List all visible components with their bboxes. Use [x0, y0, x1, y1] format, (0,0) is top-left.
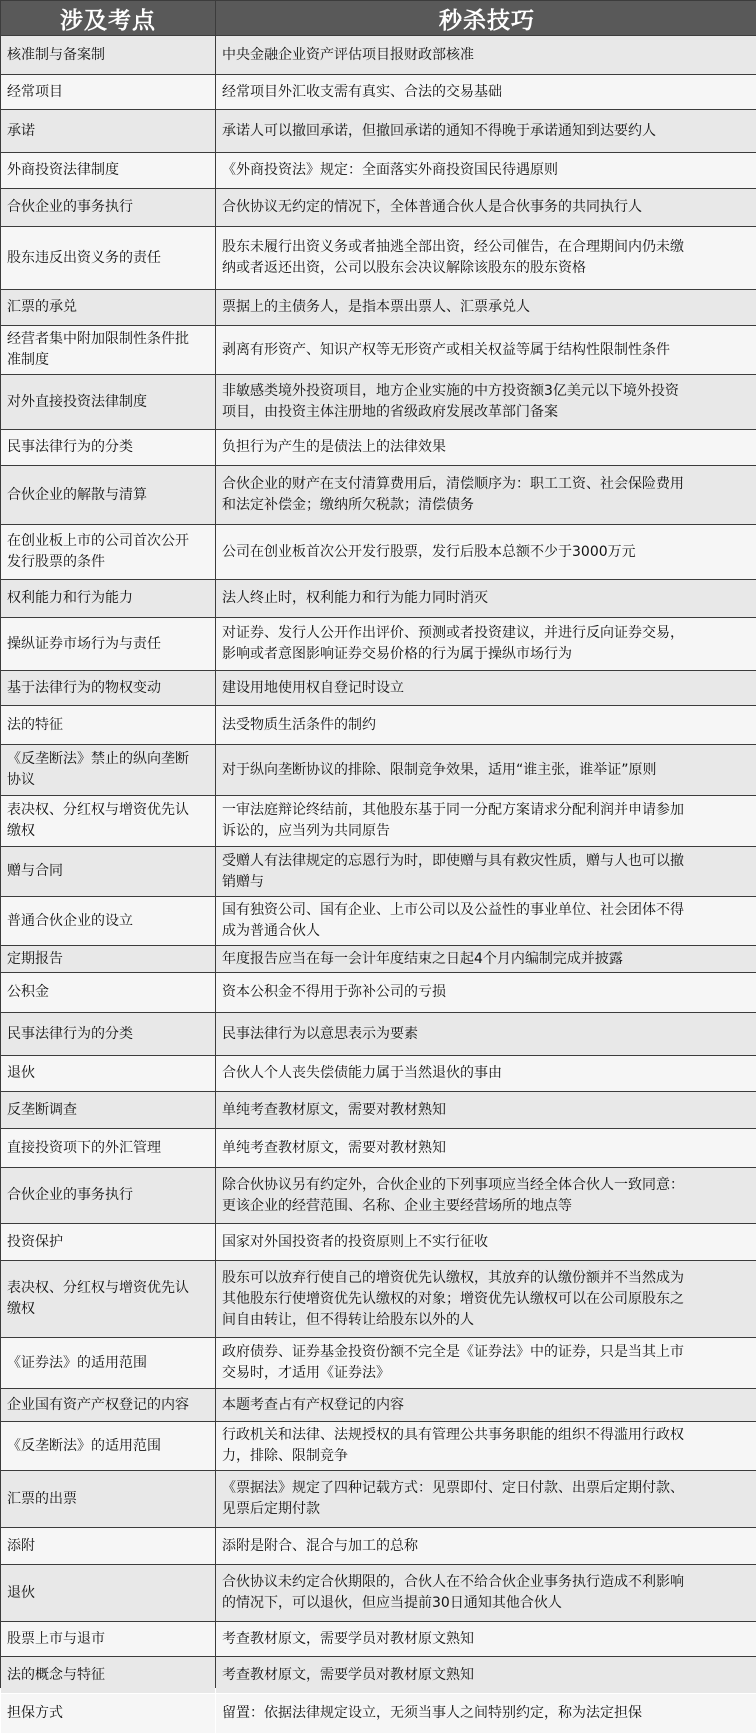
topic-cell	[1, 1168, 215, 1223]
tip-cell-line: 对于纵向垄断协议的排除、限制竞争效果，适用“谁主张，谁举证”原则	[222, 761, 657, 778]
topic-cell-line: 股票上市与退市	[7, 1630, 105, 1647]
tip-cell-text	[222, 678, 404, 699]
topic-cell-text	[7, 800, 189, 842]
topic-cell-line: 缴权	[7, 823, 35, 839]
tip-cell	[216, 1092, 756, 1128]
topic-cell-line: 汇票的承兑	[7, 299, 77, 315]
topic-cell-line: 反垄断调查	[7, 1101, 77, 1118]
tip-cell-line: 见票后定期付款	[222, 1501, 320, 1517]
topic-cell-text	[7, 1138, 161, 1159]
topic-cell-text	[7, 45, 105, 66]
topic-cell-line: 《反垄断法》禁止的纵向垄断	[7, 751, 189, 767]
topic-cell-line: 外商投资法律制度	[7, 162, 119, 178]
tip-cell-line: 更该企业的经营范围、名称、企业主要经营场所的地点等	[222, 1197, 572, 1214]
topic-cell-line: 表决权、分红权与增资优先认	[7, 802, 189, 818]
topic-cell-text	[7, 1185, 133, 1206]
topic-cell-text	[7, 160, 119, 181]
topic-cell-line: 发行股票的条件	[7, 554, 105, 570]
tip-cell-text	[222, 160, 558, 181]
tip-cell	[216, 796, 756, 846]
tip-cell-line: 负担行为产生的是债法上的法律效果	[222, 439, 446, 455]
topic-cell	[1, 1694, 215, 1733]
tip-cell	[216, 706, 756, 744]
topic-cell-text	[7, 1024, 133, 1045]
topic-cell-text	[7, 1436, 161, 1457]
topic-cell	[1, 1056, 215, 1091]
topic-cell-text	[7, 1536, 35, 1557]
tip-cell-text	[222, 1063, 502, 1084]
topic-cell-text	[7, 297, 77, 318]
topic-cell-text	[7, 1278, 189, 1320]
tip-cell-text	[222, 1703, 642, 1724]
tip-cell-line: 经常项目外汇收支需有真实、合法的交易基础	[222, 83, 502, 100]
tip-cell	[216, 1565, 756, 1621]
topic-cell-line: 《证券法》的适用范围	[7, 1354, 147, 1371]
tip-cell-line: 影响或者意图影响证券交易价格的行为属于操纵市场行为	[222, 646, 572, 662]
topic-cell	[1, 1565, 215, 1621]
topic-cell-text	[7, 1100, 77, 1121]
topic-cell-text	[7, 678, 161, 699]
tip-cell-line: 年度报告应当在每一会计年度结束之日起4个月内编制完成并披露	[222, 950, 623, 967]
tip-cell-line: 剥离有形资产、知识产权等无形资产或相关权益等属于结构性限制性条件	[222, 341, 670, 358]
topic-cell-text	[7, 121, 35, 142]
topic-cell-line: 退伙	[7, 1065, 35, 1081]
tip-cell-text	[222, 1138, 446, 1159]
tip-cell-line: 受赠人有法律规定的忘恩行为时，即使赠与具有救灾性质，赠与人也可以撤	[222, 852, 684, 869]
tip-cell-line: 本题考查占有产权登记的内容	[222, 1396, 404, 1413]
topic-cell-text	[7, 531, 189, 573]
tip-cell-line: 中央金融企业资产评估项目报财政部核准	[222, 46, 474, 63]
tip-cell-text	[222, 1232, 488, 1253]
tip-cell-line: 合伙人个人丧失偿债能力属于当然退伙的事由	[222, 1065, 502, 1081]
topic-cell-text	[7, 1583, 35, 1604]
tip-cell	[216, 290, 756, 325]
tip-cell-line: 添附是附合、混合与加工的总称	[222, 1537, 418, 1554]
topic-cell	[1, 1013, 215, 1055]
topic-cell	[1, 1389, 215, 1421]
tip-cell	[216, 189, 756, 226]
topic-cell-line: 承诺	[7, 122, 35, 139]
tip-cell-line: 法人终止时，权利能力和行为能力同时消灭	[222, 590, 488, 606]
topic-cell-line: 经常项目	[7, 83, 63, 100]
tip-cell-text	[222, 715, 376, 736]
tip-cell	[216, 326, 756, 374]
tip-cell-line: 政府债券、证券基金投资份额不完全是《证券法》中的证券，只是当其上市	[222, 1344, 684, 1360]
topic-cell-text	[7, 982, 49, 1003]
topic-cell-line: 《反垄断法》的适用范围	[7, 1437, 161, 1454]
topic-cell	[1, 1528, 215, 1564]
topic-cell-line: 对外直接投资法律制度	[7, 393, 147, 410]
topic-cell-text	[7, 715, 63, 736]
topic-cell	[1, 1224, 215, 1260]
tip-cell-text	[222, 1395, 404, 1416]
topic-cell-line: 法的特征	[7, 716, 63, 733]
topic-cell-text	[7, 1232, 63, 1253]
tip-cell	[216, 1224, 756, 1260]
topic-cell-line: 民事法律行为的分类	[7, 439, 133, 455]
topic-cell-line: 表决权、分红权与增资优先认	[7, 1280, 189, 1296]
topic-cell-line: 投资保护	[7, 1233, 63, 1250]
topic-cell	[1, 1471, 215, 1527]
topic-cell	[1, 745, 215, 795]
tip-cell	[216, 745, 756, 795]
tip-cell-text	[222, 340, 670, 361]
topic-cell-line: 赠与合同	[7, 863, 63, 879]
tip-cell	[216, 973, 756, 1012]
tip-cell-text	[222, 623, 684, 665]
topic-cell	[1, 796, 215, 846]
topic-cell	[1, 847, 215, 896]
topic-cell	[1, 36, 215, 74]
topic-cell-line: 经营者集中附加限制性条件批	[7, 331, 189, 347]
topic-cell-line: 股东违反出资义务的责任	[7, 249, 161, 266]
topic-cell-line: 合伙企业的解散与清算	[7, 486, 147, 503]
topic-cell-text	[7, 248, 161, 269]
tip-cell-line: 国有独资公司、国有企业、上市公司以及公益性的事业单位、社会团体不得	[222, 902, 684, 918]
tip-cell-line: 合伙协议未约定合伙期限的，合伙人在不给合伙企业事务执行造成不利影响	[222, 1574, 684, 1590]
tip-cell-line: 考查教材原文，需要学员对教材原文熟知	[222, 1666, 474, 1683]
topic-cell-text	[7, 1629, 105, 1650]
tip-cell-line: 票据上的主债务人，是指本票出票人、汇票承兑人	[222, 299, 530, 315]
topic-cell	[1, 946, 215, 972]
tip-cell-line: 对证券、发行人公开作出评价、预测或者投资建议，并进行反向证券交易，	[222, 625, 684, 641]
tip-cell	[216, 1471, 756, 1527]
topic-cell-line: 缴权	[7, 1301, 35, 1317]
tip-cell-line: 成为普通合伙人	[222, 923, 320, 939]
topic-cell-text	[7, 634, 161, 655]
header-topic: 涉及考点	[1, 1, 215, 35]
topic-cell-text	[7, 1489, 77, 1510]
tip-cell-line: 间自由转让，但不得转让给股东以外的人	[222, 1311, 474, 1328]
tip-cell	[216, 897, 756, 945]
topic-cell-line: 普通合伙企业的设立	[7, 912, 133, 929]
topic-cell-line: 合伙企业的事务执行	[7, 199, 133, 215]
tip-cell-line: 诉讼的，应当列为共同原告	[222, 823, 390, 839]
topic-cell	[1, 706, 215, 744]
tip-cell-text	[222, 297, 530, 318]
topic-cell-text	[7, 437, 133, 458]
tip-cell	[216, 847, 756, 896]
topic-cell	[1, 375, 215, 429]
topic-cell-line: 退伙	[7, 1584, 35, 1601]
tip-cell-line: 《外商投资法》规定：全面落实外商投资国民待遇原则	[222, 162, 558, 178]
topic-cell-line: 准制度	[7, 352, 49, 368]
topic-cell-line: 在创业板上市的公司首次公开	[7, 533, 189, 549]
topic-cell-line: 担保方式	[7, 1705, 63, 1721]
topic-cell-text	[7, 1665, 105, 1686]
tip-cell-line: 民事法律行为以意思表示为要素	[222, 1025, 418, 1042]
tip-cell-text	[222, 851, 684, 893]
topic-cell	[1, 897, 215, 945]
tip-cell	[216, 227, 756, 289]
tip-cell-line: 其他股东行使增资优先认缴权的对象；增资优先认缴权可以在公司原股东之	[222, 1290, 684, 1307]
tip-cell	[216, 430, 756, 465]
tip-cell	[216, 525, 756, 579]
topic-cell	[1, 525, 215, 579]
tip-cell-line: 交易时，才适用《证券法》	[222, 1365, 390, 1381]
tip-cell-text	[222, 1100, 446, 1121]
topic-cell	[1, 1092, 215, 1128]
tip-cell-text	[222, 1572, 684, 1614]
tip-cell	[216, 1694, 756, 1733]
topic-cell	[1, 75, 215, 109]
tip-cell-line: 合伙企业的财产在支付清算费用后，清偿顺序为：职工工资、社会保险费用	[222, 476, 684, 492]
topic-cell-text	[7, 1395, 189, 1416]
tip-cell-line: 承诺人可以撤回承诺，但撤回承诺的通知不得晚于承诺通知到达要约人	[222, 122, 656, 139]
tip-cell-text	[222, 1629, 474, 1650]
topic-cell-text	[7, 197, 133, 218]
topic-cell	[1, 430, 215, 465]
topic-cell	[1, 227, 215, 289]
topic-cell	[1, 1622, 215, 1656]
tip-cell-line: 公司在创业板首次公开发行股票，发行后股本总额不少于3000万元	[222, 543, 636, 560]
tip-cell-line: 股东未履行出资义务或者抽逃全部出资，经公司催告，在合理期间内仍未缴	[222, 239, 684, 255]
topic-cell-text	[7, 749, 189, 791]
topic-cell	[1, 466, 215, 524]
topic-cell	[1, 290, 215, 325]
topic-cell-line: 操纵证券市场行为与责任	[7, 635, 161, 652]
tip-cell-line: 单纯考查教材原文，需要对教材熟知	[222, 1101, 446, 1118]
topic-cell-text	[7, 1063, 35, 1084]
tip-cell-text	[222, 381, 679, 423]
tip-cell-line: 《票据法》规定了四种记载方式：见票即付、定日付款、出票后定期付款、	[222, 1480, 684, 1496]
header-tip: 秒杀技巧	[216, 1, 756, 35]
tip-cell-line: 资本公积金不得用于弥补公司的亏损	[222, 984, 446, 1000]
topic-cell	[1, 671, 215, 705]
tip-cell-text	[222, 760, 657, 781]
topic-cell	[1, 1129, 215, 1167]
tip-cell-line: 和法定补偿金；缴纳所欠税款；清偿债务	[222, 497, 474, 513]
topic-cell-line: 核准制与备案制	[7, 46, 105, 63]
topic-cell	[1, 1338, 215, 1388]
tip-cell-line: 的情况下，可以退伙，但应当提前30日通知其他合伙人	[222, 1595, 562, 1611]
tip-cell	[216, 1168, 756, 1223]
tip-cell-text	[222, 197, 642, 218]
tip-cell	[216, 1422, 756, 1470]
tip-cell-line: 法受物质生活条件的制约	[222, 716, 376, 733]
tip-cell-line: 国家对外国投资者的投资原则上不实行征收	[222, 1233, 488, 1250]
tip-cell-text	[222, 1536, 418, 1557]
topic-cell-text	[7, 588, 133, 609]
tip-cell-text	[222, 1478, 684, 1520]
topic-cell-line: 定期报告	[7, 950, 63, 967]
tip-cell-text	[222, 1268, 684, 1331]
tip-cell-text	[222, 588, 488, 609]
tip-cell-text	[222, 1175, 684, 1217]
topic-cell	[1, 580, 215, 617]
tip-cell	[216, 1622, 756, 1656]
tip-cell-line: 行政机关和法律、法规授权的具有管理公共事务职能的组织不得滥用行政权	[222, 1427, 684, 1443]
tip-cell	[216, 110, 756, 152]
tip-cell-text	[222, 82, 502, 103]
tip-cell-text	[222, 1665, 474, 1686]
tip-cell	[216, 618, 756, 670]
tip-cell	[216, 1056, 756, 1091]
tip-cell	[216, 580, 756, 617]
topic-cell-text	[7, 329, 189, 371]
tip-cell-line: 股东可以放弃行使自己的增资优先认缴权，其放弃的认缴份额并不当然成为	[222, 1269, 684, 1286]
tip-cell-text	[222, 542, 636, 563]
topic-cell	[1, 1261, 215, 1337]
topic-cell-line: 公积金	[7, 984, 49, 1000]
topic-cell-text	[7, 861, 63, 882]
topic-cell-text	[7, 949, 63, 970]
topic-cell-line: 汇票的出票	[7, 1490, 77, 1507]
tip-cell-line: 单纯考查教材原文，需要对教材熟知	[222, 1139, 446, 1156]
topic-cell	[1, 110, 215, 152]
tip-cell-line: 非敏感类境外投资项目，地方企业实施的中方投资额3亿美元以下境外投资	[222, 383, 679, 399]
tip-cell-line: 销赠与	[222, 873, 264, 890]
topic-cell-text	[7, 911, 133, 932]
tip-cell	[216, 1261, 756, 1337]
tip-cell	[216, 1528, 756, 1564]
tip-cell-text	[222, 800, 684, 842]
tip-cell	[216, 1338, 756, 1388]
tip-cell-line: 除合伙协议另有约定外，合伙企业的下列事项应当经全体合伙人一致同意：	[222, 1176, 684, 1193]
tip-cell	[216, 153, 756, 188]
topic-cell-line: 添附	[7, 1537, 35, 1554]
tip-cell-text	[222, 949, 623, 970]
topic-cell	[1, 153, 215, 188]
tip-cell-text	[222, 474, 684, 516]
topic-cell-text	[7, 485, 147, 506]
tip-cell-line: 力，排除、限制竞争	[222, 1448, 348, 1464]
tip-cell	[216, 75, 756, 109]
tip-cell	[216, 671, 756, 705]
tip-cell-text	[222, 237, 684, 279]
tip-cell-line: 考查教材原文，需要学员对教材原文熟知	[222, 1630, 474, 1647]
topic-cell	[1, 973, 215, 1012]
tip-cell	[216, 36, 756, 74]
tip-cell-text	[222, 1342, 684, 1384]
topic-cell-line: 企业国有资产产权登记的内容	[7, 1396, 189, 1413]
topic-cell-text	[7, 82, 63, 103]
tip-cell	[216, 946, 756, 972]
topic-cell	[1, 189, 215, 226]
tip-cell-line: 建设用地使用权自登记时设立	[222, 679, 404, 696]
tip-cell-text	[222, 45, 474, 66]
tip-cell	[216, 1389, 756, 1421]
tip-cell-text	[222, 982, 446, 1003]
tip-cell-text	[222, 121, 656, 142]
tip-cell-text	[222, 900, 684, 942]
tip-cell-text	[222, 1425, 684, 1467]
topic-cell-text	[7, 1353, 147, 1374]
tip-cell-line: 一审法庭辩论终结前，其他股东基于同一分配方案请求分配利润并申请参加	[222, 802, 684, 818]
tip-cell	[216, 375, 756, 429]
tip-cell	[216, 466, 756, 524]
topic-cell-line: 民事法律行为的分类	[7, 1025, 133, 1042]
topic-cell-text	[7, 392, 147, 413]
topic-cell	[1, 618, 215, 670]
tip-cell	[216, 1129, 756, 1167]
topic-cell	[1, 326, 215, 374]
topic-cell-line: 法的概念与特征	[7, 1666, 105, 1683]
topic-cell-line: 基于法律行为的物权变动	[7, 679, 161, 696]
topic-cell-line: 合伙企业的事务执行	[7, 1187, 133, 1203]
topic-cell-line: 直接投资项下的外汇管理	[7, 1139, 161, 1156]
topic-cell-line: 协议	[7, 772, 35, 788]
tip-cell	[216, 1013, 756, 1055]
tip-cell-line: 纳或者返还出资，公司以股东会决议解除该股东的股东资格	[222, 260, 586, 276]
topic-cell-text	[7, 1703, 63, 1724]
topic-cell	[1, 1422, 215, 1470]
tip-cell-line: 项目，由投资主体注册地的省级政府发展改革部门备案	[222, 404, 558, 420]
tip-cell-text	[222, 437, 446, 458]
tip-cell-line: 合伙协议无约定的情况下，全体普通合伙人是合伙事务的共同执行人	[222, 199, 642, 215]
tip-cell-text	[222, 1024, 418, 1045]
topic-cell-line: 权利能力和行为能力	[7, 590, 133, 606]
tip-cell-line: 留置：依据法律规定设立，无须当事人之间特别约定，称为法定担保	[222, 1705, 642, 1721]
